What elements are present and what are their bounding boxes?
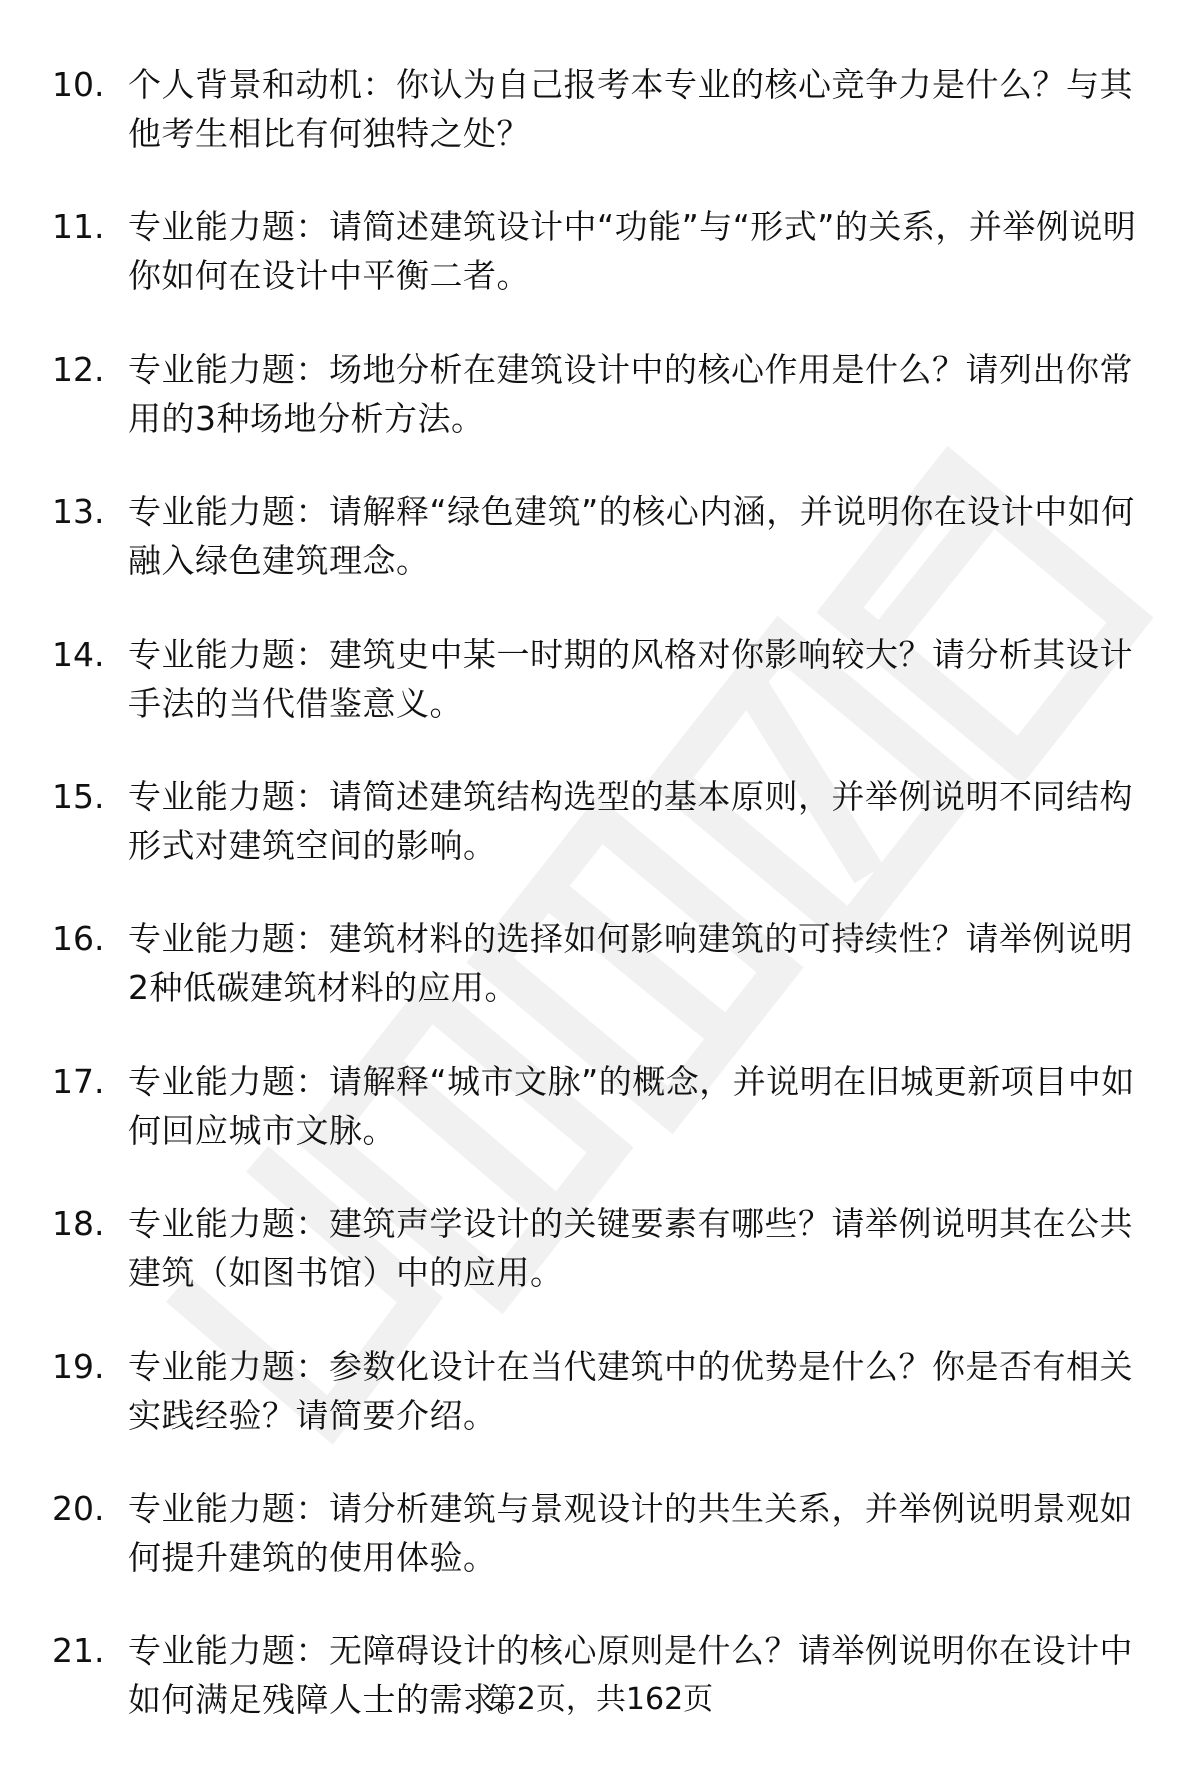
question-item: [52, 60, 1152, 158]
question-item: [52, 1342, 1152, 1440]
question-number: 10.: [52, 65, 105, 104]
question-text: 专业能力题：场地分析在建筑设计中的核心作用是什么？请列出你常用的3种场地分析方法。: [128, 349, 1133, 438]
page-indicator: 第2页，共162页: [486, 1682, 714, 1717]
question-list: [52, 60, 1152, 1769]
question-text: 专业能力题：请简述建筑结构选型的基本原则，并举例说明不同结构形式对建筑空间的影响。: [128, 776, 1133, 865]
question-number: 12.: [52, 349, 105, 389]
question-text: 专业能力题：请分析建筑与景观设计的共生关系，并举例说明景观如何提升建筑的使用体验。: [128, 1488, 1133, 1577]
question-number: 20.: [52, 1488, 105, 1528]
question-text: 专业能力题：参数化设计在当代建筑中的优势是什么？你是否有相关实践经验？请简要介绍。: [128, 1346, 1133, 1435]
question-text: 专业能力题：请简述建筑设计中“功能”与“形式”的关系，并举例说明你如何在设计中平衡二者。: [128, 207, 1137, 296]
question-item: [52, 202, 1152, 300]
question-number: 15.: [52, 776, 105, 816]
question-text: 专业能力题：建筑材料的选择如何影响建筑的可持续性？请举例说明2种低碳建筑材料的应用。: [128, 919, 1133, 1008]
question-text: 专业能力题：建筑史中某一时期的风格对你影响较大？请分析其设计手法的当代借鉴意义。: [128, 634, 1133, 723]
question-number: 14.: [52, 634, 105, 674]
question-item: [52, 487, 1152, 585]
question-item: [52, 1484, 1152, 1582]
question-number: 13.: [52, 492, 105, 532]
question-item: [52, 345, 1152, 443]
question-item: [52, 630, 1152, 728]
question-number: 21.: [52, 1631, 105, 1671]
question-text: 个人背景和动机：你认为自己报考本专业的核心竞争力是什么？与其他考生相比有何独特之处？: [128, 65, 1133, 153]
question-text: 专业能力题：请解释“城市文脉”的概念，并说明在旧城更新项目中如何回应城市文脉。: [128, 1061, 1135, 1150]
question-item: [52, 772, 1152, 870]
question-item: [52, 914, 1152, 1012]
question-text: 专业能力题：请解释“绿色建筑”的核心内涵，并说明你在设计中如何融入绿色建筑理念。: [128, 492, 1135, 581]
question-number: 17.: [52, 1061, 105, 1101]
question-number: 19.: [52, 1346, 105, 1386]
question-item: [52, 1057, 1152, 1155]
question-text: 专业能力题：建筑声学设计的关键要素有哪些？请举例说明其在公共建筑（如图书馆）中的应用。: [128, 1204, 1133, 1293]
question-text: 专业能力题：无障碍设计的核心原则是什么？请举例说明你在设计中如何满足残障人士的需求。: [128, 1631, 1133, 1720]
question-number: 16.: [52, 919, 105, 959]
question-number: 18.: [52, 1204, 105, 1244]
question-item: [52, 1199, 1152, 1297]
question-number: 11.: [52, 207, 105, 247]
